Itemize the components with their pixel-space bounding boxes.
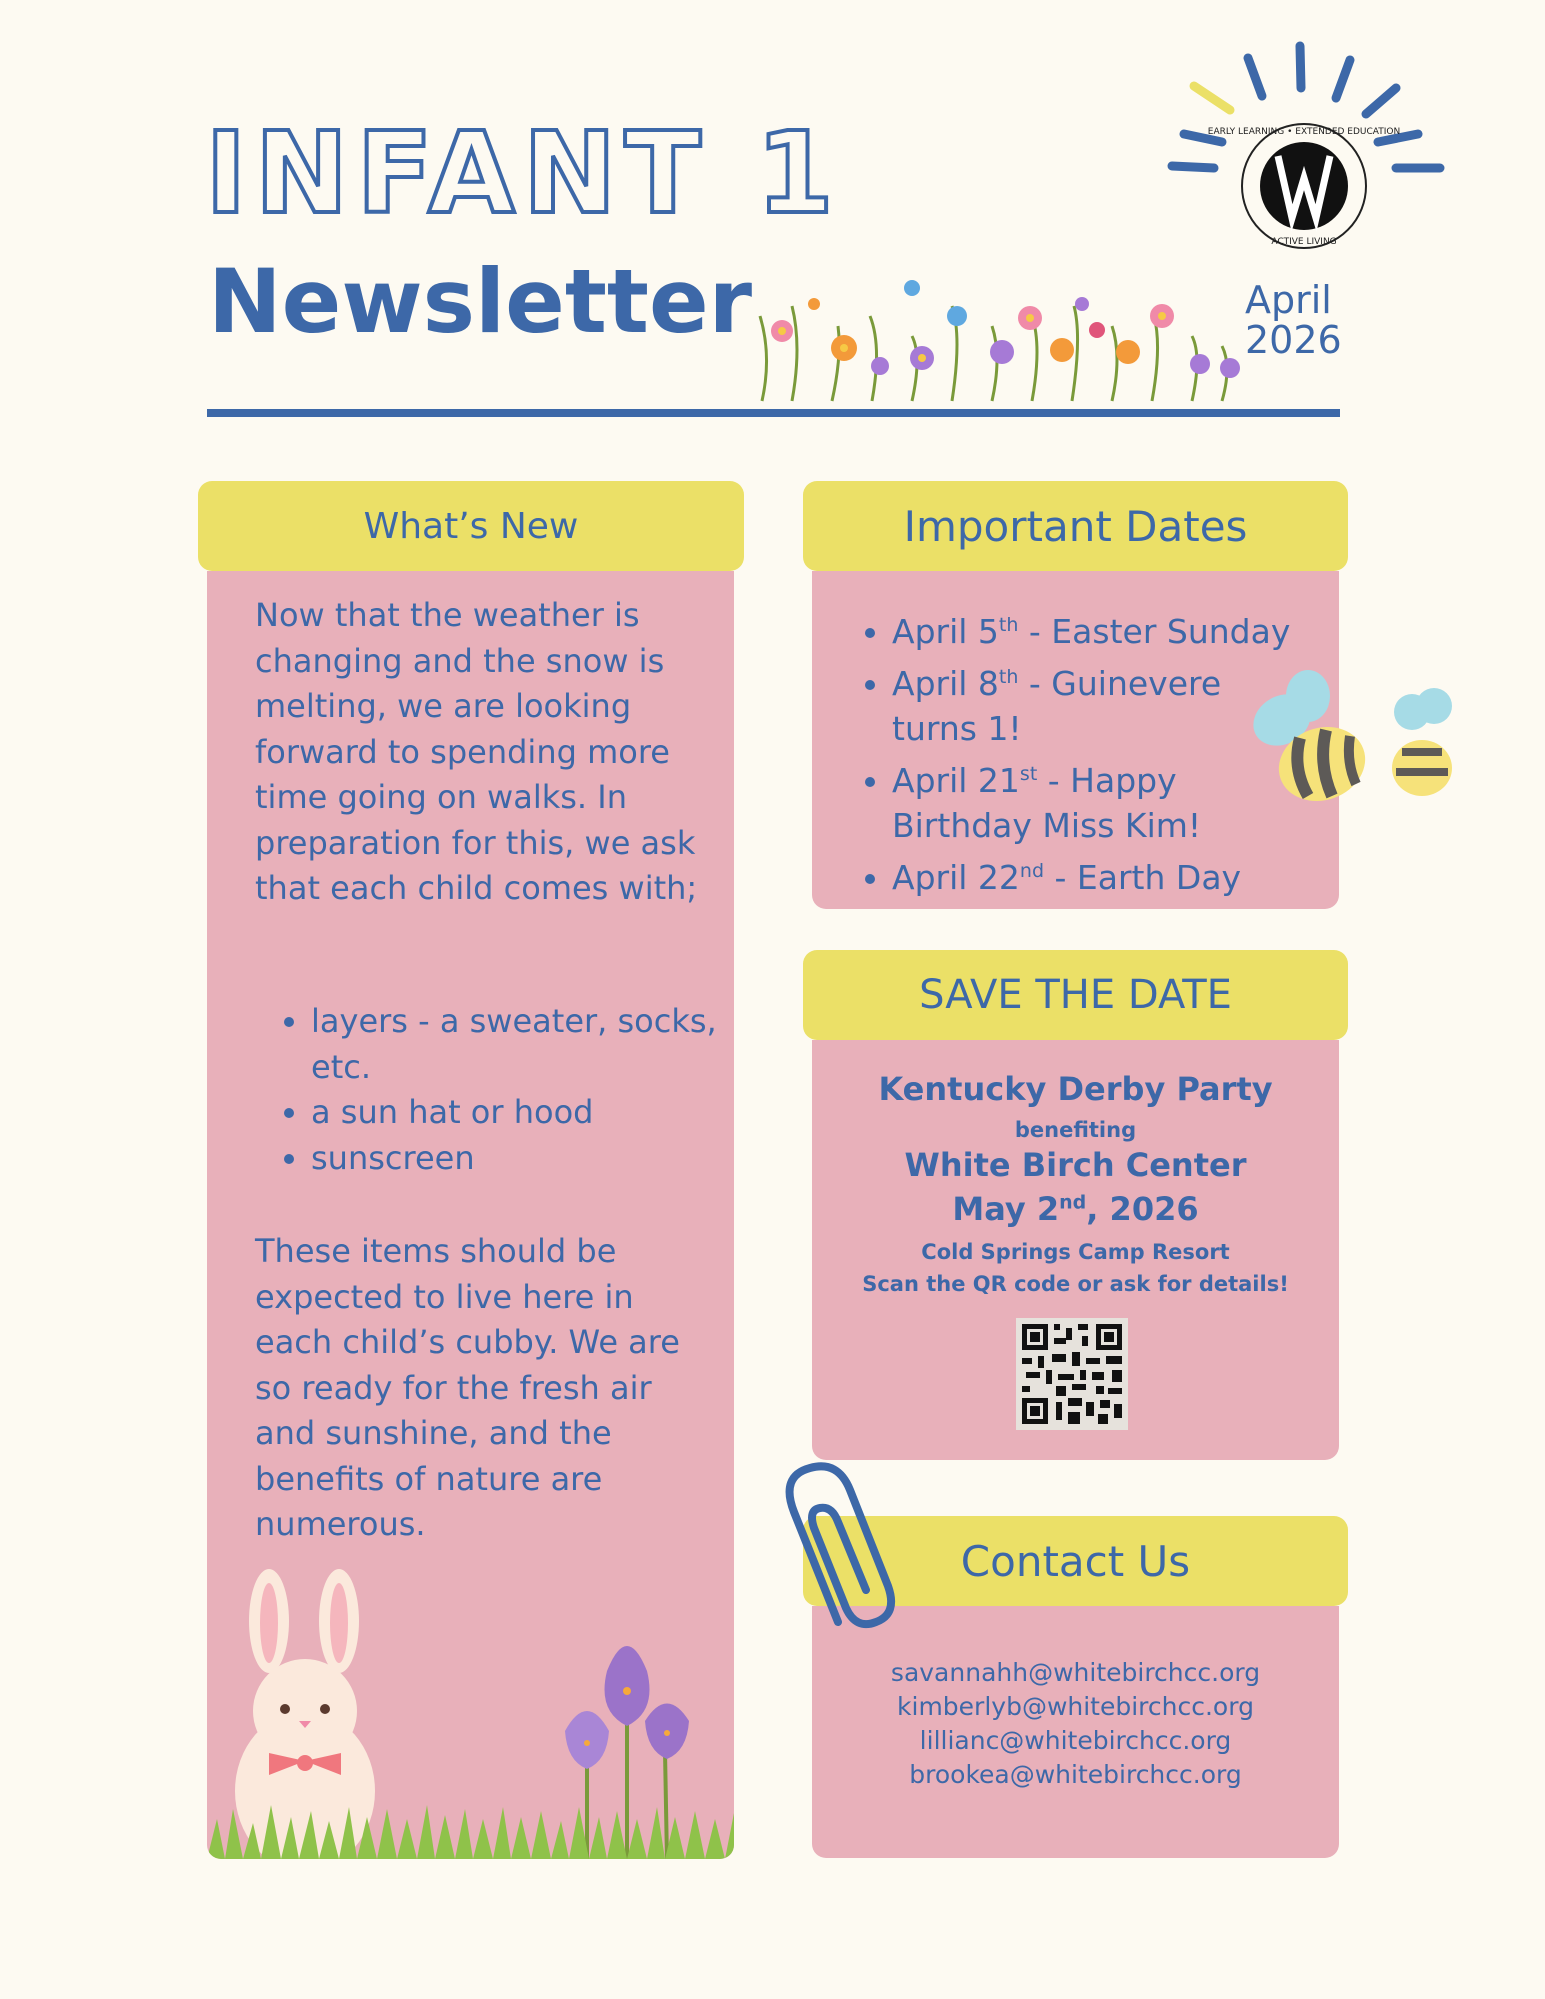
contact-email-list — [812, 1656, 1339, 1792]
event-cta: Scan the QR code or ask for details! — [862, 1272, 1289, 1296]
whats-new-intro: Now that the weather is changing and the snow is melting, we are looking forward to spending more time going on walks. In preparation for this, we ask that each child comes with; — [255, 596, 698, 907]
contact-email[interactable]: brookea@whitebirchcc.org — [909, 1760, 1242, 1789]
event-benefiting-label: benefiting — [1014, 1118, 1137, 1142]
paperclip-icon — [780, 1462, 900, 1642]
contact-panel — [812, 1606, 1339, 1858]
date-item: • April 21st - Happy Birthday Miss Kim! — [892, 752, 1252, 849]
list-item: • sunscreen — [311, 1136, 734, 1182]
list-item: • a sun hat or hood — [311, 1090, 734, 1136]
contact-email[interactable]: kimberlyb@whitebirchcc.org — [897, 1692, 1254, 1721]
newsletter-title: Newsletter — [208, 250, 753, 353]
save-the-date-panel — [812, 1040, 1339, 1460]
supply-list — [255, 999, 734, 1181]
issue-year: 2026 — [1245, 318, 1342, 362]
bees-icon — [1222, 668, 1467, 818]
logo-sunburst-icon — [1160, 38, 1460, 258]
event-name: Kentucky Derby Party — [878, 1070, 1273, 1108]
save-the-date-heading: SAVE THE DATE — [803, 950, 1348, 1040]
contact-email[interactable]: lillianc@whitebirchcc.org — [919, 1726, 1232, 1755]
contact-heading: Contact Us — [803, 1516, 1348, 1606]
header-divider — [207, 409, 1340, 417]
event-date: May 2nd, 2026 — [952, 1190, 1199, 1228]
whats-new-heading: What’s New — [198, 481, 744, 571]
issue-month: April — [1245, 278, 1332, 322]
date-item: • April 22nd - Earth Day — [892, 849, 1362, 901]
newsletter-title-class: INFANT 1 — [205, 109, 842, 239]
logo-text-bottom: ACTIVE LIVING — [1271, 237, 1337, 247]
contact-email[interactable]: savannahh@whitebirchcc.org — [890, 1658, 1261, 1687]
event-organization: White Birch Center — [904, 1146, 1247, 1184]
logo-text-top: EARLY LEARNING • EXTENDED EDUCATION — [1207, 127, 1401, 137]
grass-icon — [207, 1789, 734, 1859]
event-venue: Cold Springs Camp Resort — [921, 1240, 1230, 1264]
date-item: • April 5th - Easter Sunday — [892, 603, 1362, 655]
issue-date — [1245, 280, 1342, 360]
whats-new-panel — [207, 571, 734, 1859]
date-item: • April 8th - Guinevere turns 1! — [892, 655, 1232, 752]
list-item: • layers - a sweater, socks, etc. — [311, 999, 734, 1090]
qr-code-icon[interactable] — [1016, 1318, 1128, 1430]
whats-new-outro: These items should be expected to live here in each child’s cubby. We are so ready for the fresh air and sunshine, and the benefits of nature are numerous. — [255, 1232, 680, 1543]
important-dates-heading: Important Dates — [803, 481, 1348, 571]
wildflowers-icon — [752, 276, 1252, 406]
